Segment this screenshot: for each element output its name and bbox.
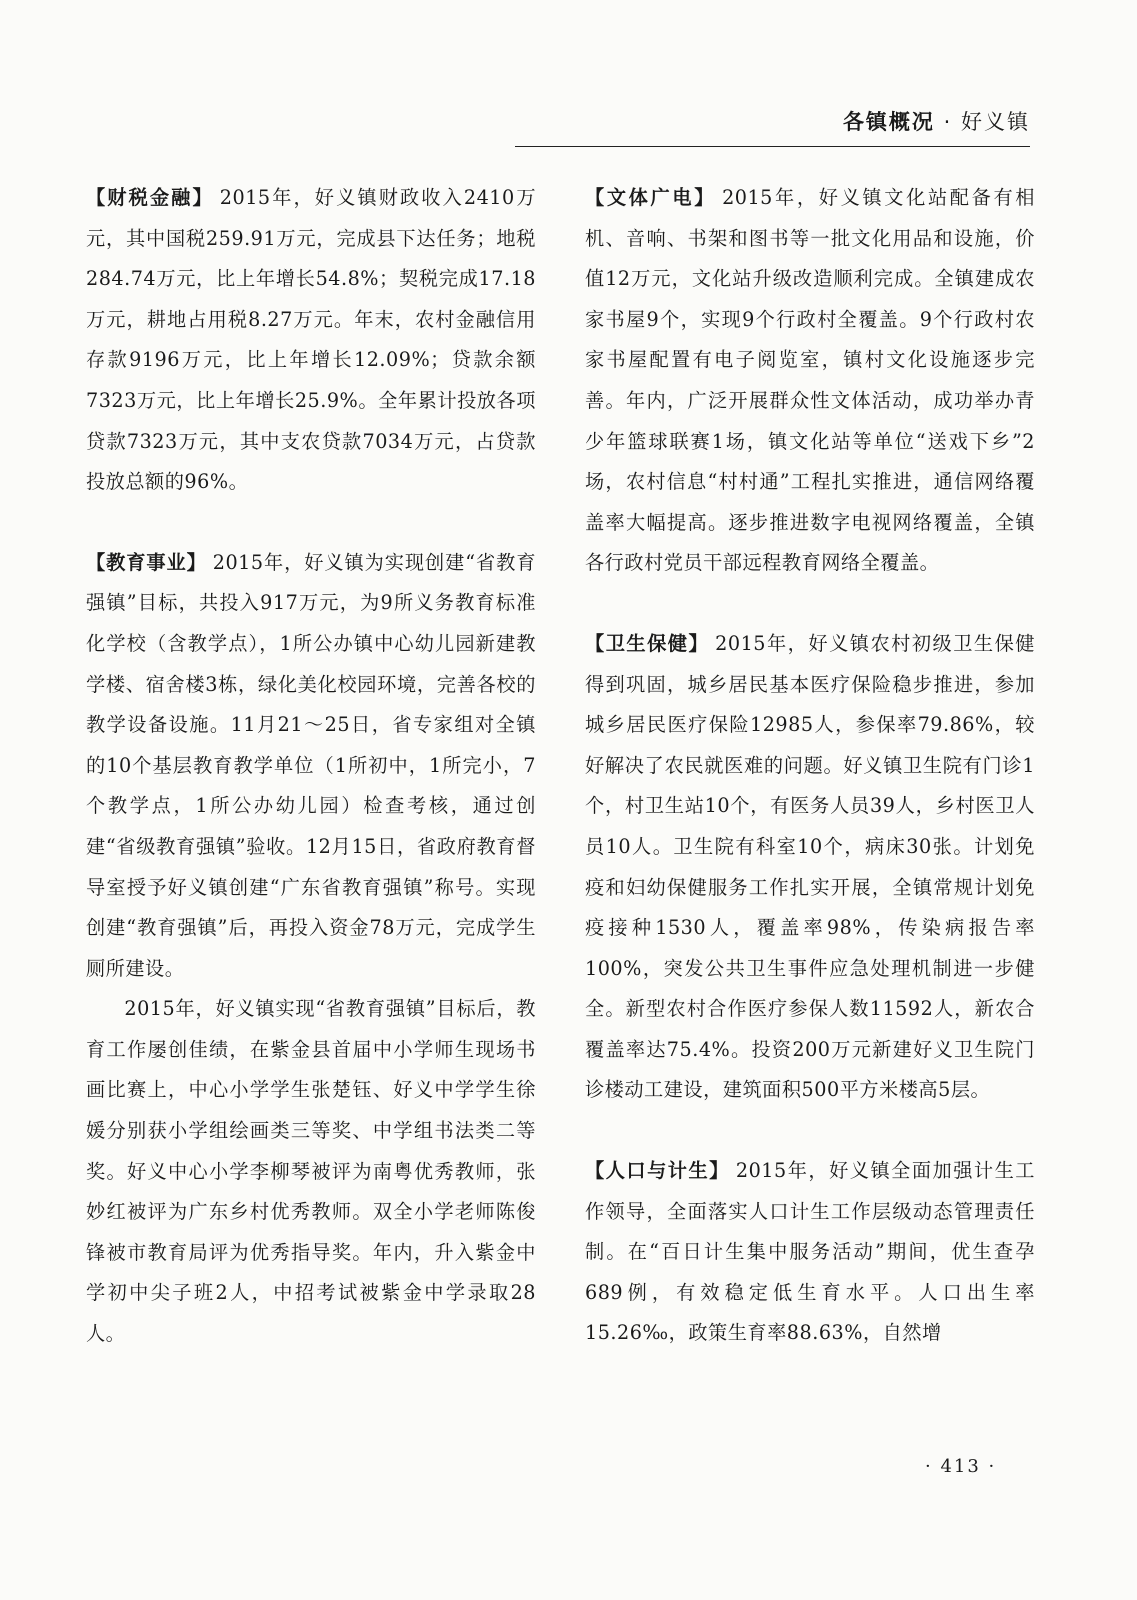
health-heading: 【卫生保健】 xyxy=(585,631,710,655)
header-separator: · xyxy=(943,110,953,134)
population-heading: 【人口与计生】 xyxy=(585,1159,730,1183)
culture-heading: 【文体广电】 xyxy=(585,186,717,209)
left-column xyxy=(86,178,536,1355)
running-header xyxy=(0,100,1030,148)
header-section: 各镇概况 xyxy=(842,110,935,134)
education-heading: 【教育事业】 xyxy=(86,550,207,574)
population-section xyxy=(585,1151,1035,1354)
education-paragraph-2: 2015年，好义镇实现“省教育强镇”目标后，教育工作屡创佳绩，在紫金县首届中小学师生现场书画比赛上，中心小学学生张楚钰、好义中学学生徐媛分别获小学组绘画类三等奖、中学组书法类二等奖。好义中心小学李柳琴被评为南粤优秀教师，张妙红被评为广东乡村优秀教师。双全小学老师陈俊锋被市教育局评为优秀指导奖。年内，升入紫金中学初中尖子班2人，中招考试被紫金中学录取28人。 xyxy=(86,997,536,1346)
right-column xyxy=(585,178,1035,1354)
health-section xyxy=(585,624,1035,1111)
population-text: 2015年，好义镇全面加强计生工作领导，全面落实人口计生工作层级动态管理责任制。在“百日计生集中服务活动”期间，优生查孕689例，有效稳定低生育水平。人口出生率15.26‰，政策生育率88.63%，自然增 xyxy=(585,1159,1035,1345)
header-town: 好义镇 xyxy=(961,110,1030,134)
culture-text: 2015年，好义镇文化站配备有相机、音响、书架和图书等一批文化用品和设施，价值12万元，文化站升级改造顺利完成。全镇建成农家书屋9个，实现9个行政村全覆盖。9个行政村农家书屋配置有电子阅览室，镇村文化设施逐步完善。年内，广泛开展群众性文体活动，成功举办青少年篮球联赛1场，镇文化站等单位“送戏下乡”2场，农村信息“村村通”工程扎实推进，通信网络覆盖率大幅提高。逐步推进数字电视网络覆盖，全镇各行政村党员干部远程教育网络全覆盖。 xyxy=(585,186,1035,575)
header-rule xyxy=(515,146,1030,147)
page-number: · 413 · xyxy=(925,1456,997,1477)
culture-section xyxy=(585,178,1035,584)
health-text: 2015年，好义镇农村初级卫生保健得到巩固，城乡居民基本医疗保险稳步推进，参加城乡居民医疗保险12985人，参保率79.86%，较好解决了农民就医难的问题。好义镇卫生院有门诊1个，村卫生站10个，有医务人员39人，乡村医卫人员10人。卫生院有科室10个，病床30张。计划免疫和妇幼保健服务工作扎实开展，全镇常规计划免疫接种1530人，覆盖率98%，传染病报告率100%，突发公共卫生事件应急处理机制进一步健全。新型农村合作医疗参保人数11592人，新农合覆盖率达75.4%。投资200万元新建好义卫生院门诊楼动工建设，建筑面积500平方米楼高5层。 xyxy=(585,631,1035,1102)
section-gap xyxy=(585,1111,1035,1151)
finance-text: 2015年，好义镇财政收入2410万元，其中国税259.91万元，完成县下达任务；地税284.74万元，比上年增长54.8%；契税完成17.18万元，耕地占用税8.27万元。年末，农村金融信用存款9196万元，比上年增长12.09%；贷款余额7323万元，比上年增长25.9%。全年累计投放各项贷款7323万元，其中支农贷款7034万元，占贷款投放总额的96%。 xyxy=(86,186,537,494)
section-gap xyxy=(585,584,1035,624)
section-gap xyxy=(86,503,536,543)
education-section xyxy=(86,543,536,990)
header-title xyxy=(843,106,1030,136)
education-text: 2015年，好义镇为实现创建“省教育强镇”目标，共投入917万元，为9所义务教育标准化学校（含教学点），1所公办镇中心幼儿园新建教学楼、宿舍楼3栋，绿化美化校园环境，完善各校的教学设备设施。11月21～25日，省专家组对全镇的10个基层教育教学单位（1所初中，1所完小，7个教学点，1所公办幼儿园）检查考核，通过创建“省级教育强镇”验收。12月15日，省政府教育督导室授予好义镇创建“广东省教育强镇”称号。实现创建“教育强镇”后，再投入资金78万元，完成学生厕所建设。 xyxy=(86,550,537,980)
finance-heading: 【财税金融】 xyxy=(86,186,214,209)
finance-section xyxy=(86,178,536,503)
